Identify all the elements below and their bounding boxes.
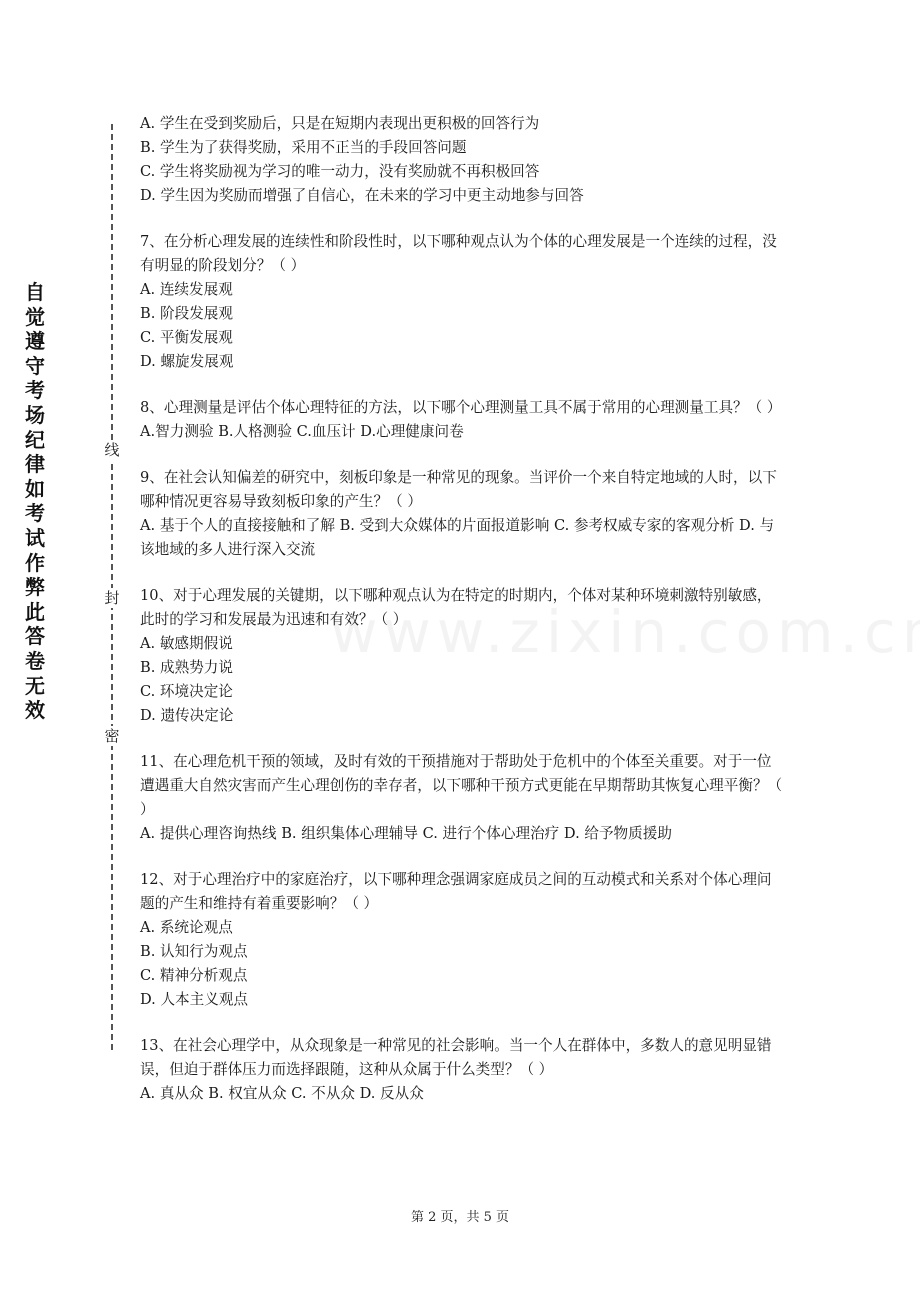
question-8 <box>140 396 785 444</box>
carryover-options <box>140 112 785 208</box>
page-number: 第 2 页，共 5 页 <box>410 1210 510 1225</box>
binding-line-top <box>111 124 113 1050</box>
option: C. 学生将奖励视为学习的唯一动力，没有奖励就不再积极回答 <box>140 163 540 180</box>
binding-label-line: 线 <box>102 440 122 460</box>
question-stem: 7、在分析心理发展的连续性和阶段性时，以下哪种观点认为个体的心理发展是一个连续的过程，没有明显的阶段划分？（ ） <box>140 233 777 274</box>
option: D. 人本主义观点 <box>140 991 249 1008</box>
question-stem: 8、心理测量是评估个体心理特征的方法，以下哪个心理测量工具不属于常用的心理测量工具？（ ） <box>140 399 782 416</box>
option: A. 敏感期假说 <box>140 635 233 652</box>
question-12 <box>140 868 785 1012</box>
question-stem: 9、在社会认知偏差的研究中，刻板印象是一种常见的现象。当评价一个来自特定地域的人时，以下哪种情况更容易导致刻板印象的产生？（ ） <box>140 469 777 510</box>
question-stem: 10、对于心理发展的关键期，以下哪种观点认为在特定的时期内，个体对某种环境刺激特别敏感，此时的学习和发展最为迅速和有效？（ ） <box>140 587 772 628</box>
option: B. 学生为了获得奖励，采用不正当的手段回答问题 <box>140 139 467 156</box>
question-11 <box>140 750 785 846</box>
question-7 <box>140 230 785 374</box>
question-content <box>140 112 785 1106</box>
option: D. 遗传决定论 <box>140 707 234 724</box>
option: D. 螺旋发展观 <box>140 353 234 370</box>
option: A. 系统论观点 <box>140 919 233 936</box>
question-stem: 13、在社会心理学中，从众现象是一种常见的社会影响。当一个人在群体中，多数人的意见明显错误，但迫于群体压力而选择跟随，这种从众属于什么类型？（ ） <box>140 1037 772 1078</box>
option: B. 阶段发展观 <box>140 305 233 322</box>
question-options-inline: A. 真从众 B. 权宜从众 C. 不从众 D. 反从众 <box>140 1085 424 1102</box>
option: C. 精神分析观点 <box>140 967 248 984</box>
option: A. 连续发展观 <box>140 281 233 298</box>
question-10 <box>140 584 785 728</box>
option: C. 平衡发展观 <box>140 329 233 346</box>
option: B. 成熟势力说 <box>140 659 233 676</box>
question-stem: 12、对于心理治疗中的家庭治疗，以下哪种理念强调家庭成员之间的互动模式和关系对个体心理问题的产生和维持有着重要影响？（ ） <box>140 871 772 912</box>
question-stem: 11、在心理危机干预的领域，及时有效的干预措施对于帮助处于危机中的个体至关重要。对于一位遭遇重大自然灾害而产生心理创伤的幸存者，以下哪种干预方式更能在早期帮助其恢复心理平衡？（ ） <box>140 753 783 818</box>
question-options-inline: A. 基于个人的直接接触和了解 B. 受到大众媒体的片面报道影响 C. 参考权威专家的客观分析 D. 与该地域的多人进行深入交流 <box>140 517 775 558</box>
question-9 <box>140 466 785 562</box>
binding-label-seal: 封 <box>102 588 122 608</box>
question-options-inline: A.智力测验 B.人格测验 C.血压计 D.心理健康问卷 <box>140 423 464 440</box>
exam-discipline-notice: 自觉遵守考场纪律如考试作弊此答卷无效 <box>25 280 45 723</box>
question-13 <box>140 1034 785 1106</box>
option: B. 认知行为观点 <box>140 943 248 960</box>
option: D. 学生因为奖励而增强了自信心，在未来的学习中更主动地参与回答 <box>140 187 584 204</box>
option: C. 环境决定论 <box>140 683 233 700</box>
binding-label-secret: 密 <box>102 726 122 746</box>
option: A. 学生在受到奖励后，只是在短期内表现出更积极的回答行为 <box>140 115 540 132</box>
question-options-inline: A. 提供心理咨询热线 B. 组织集体心理辅导 C. 进行个体心理治疗 D. 给予物质援助 <box>140 825 672 842</box>
